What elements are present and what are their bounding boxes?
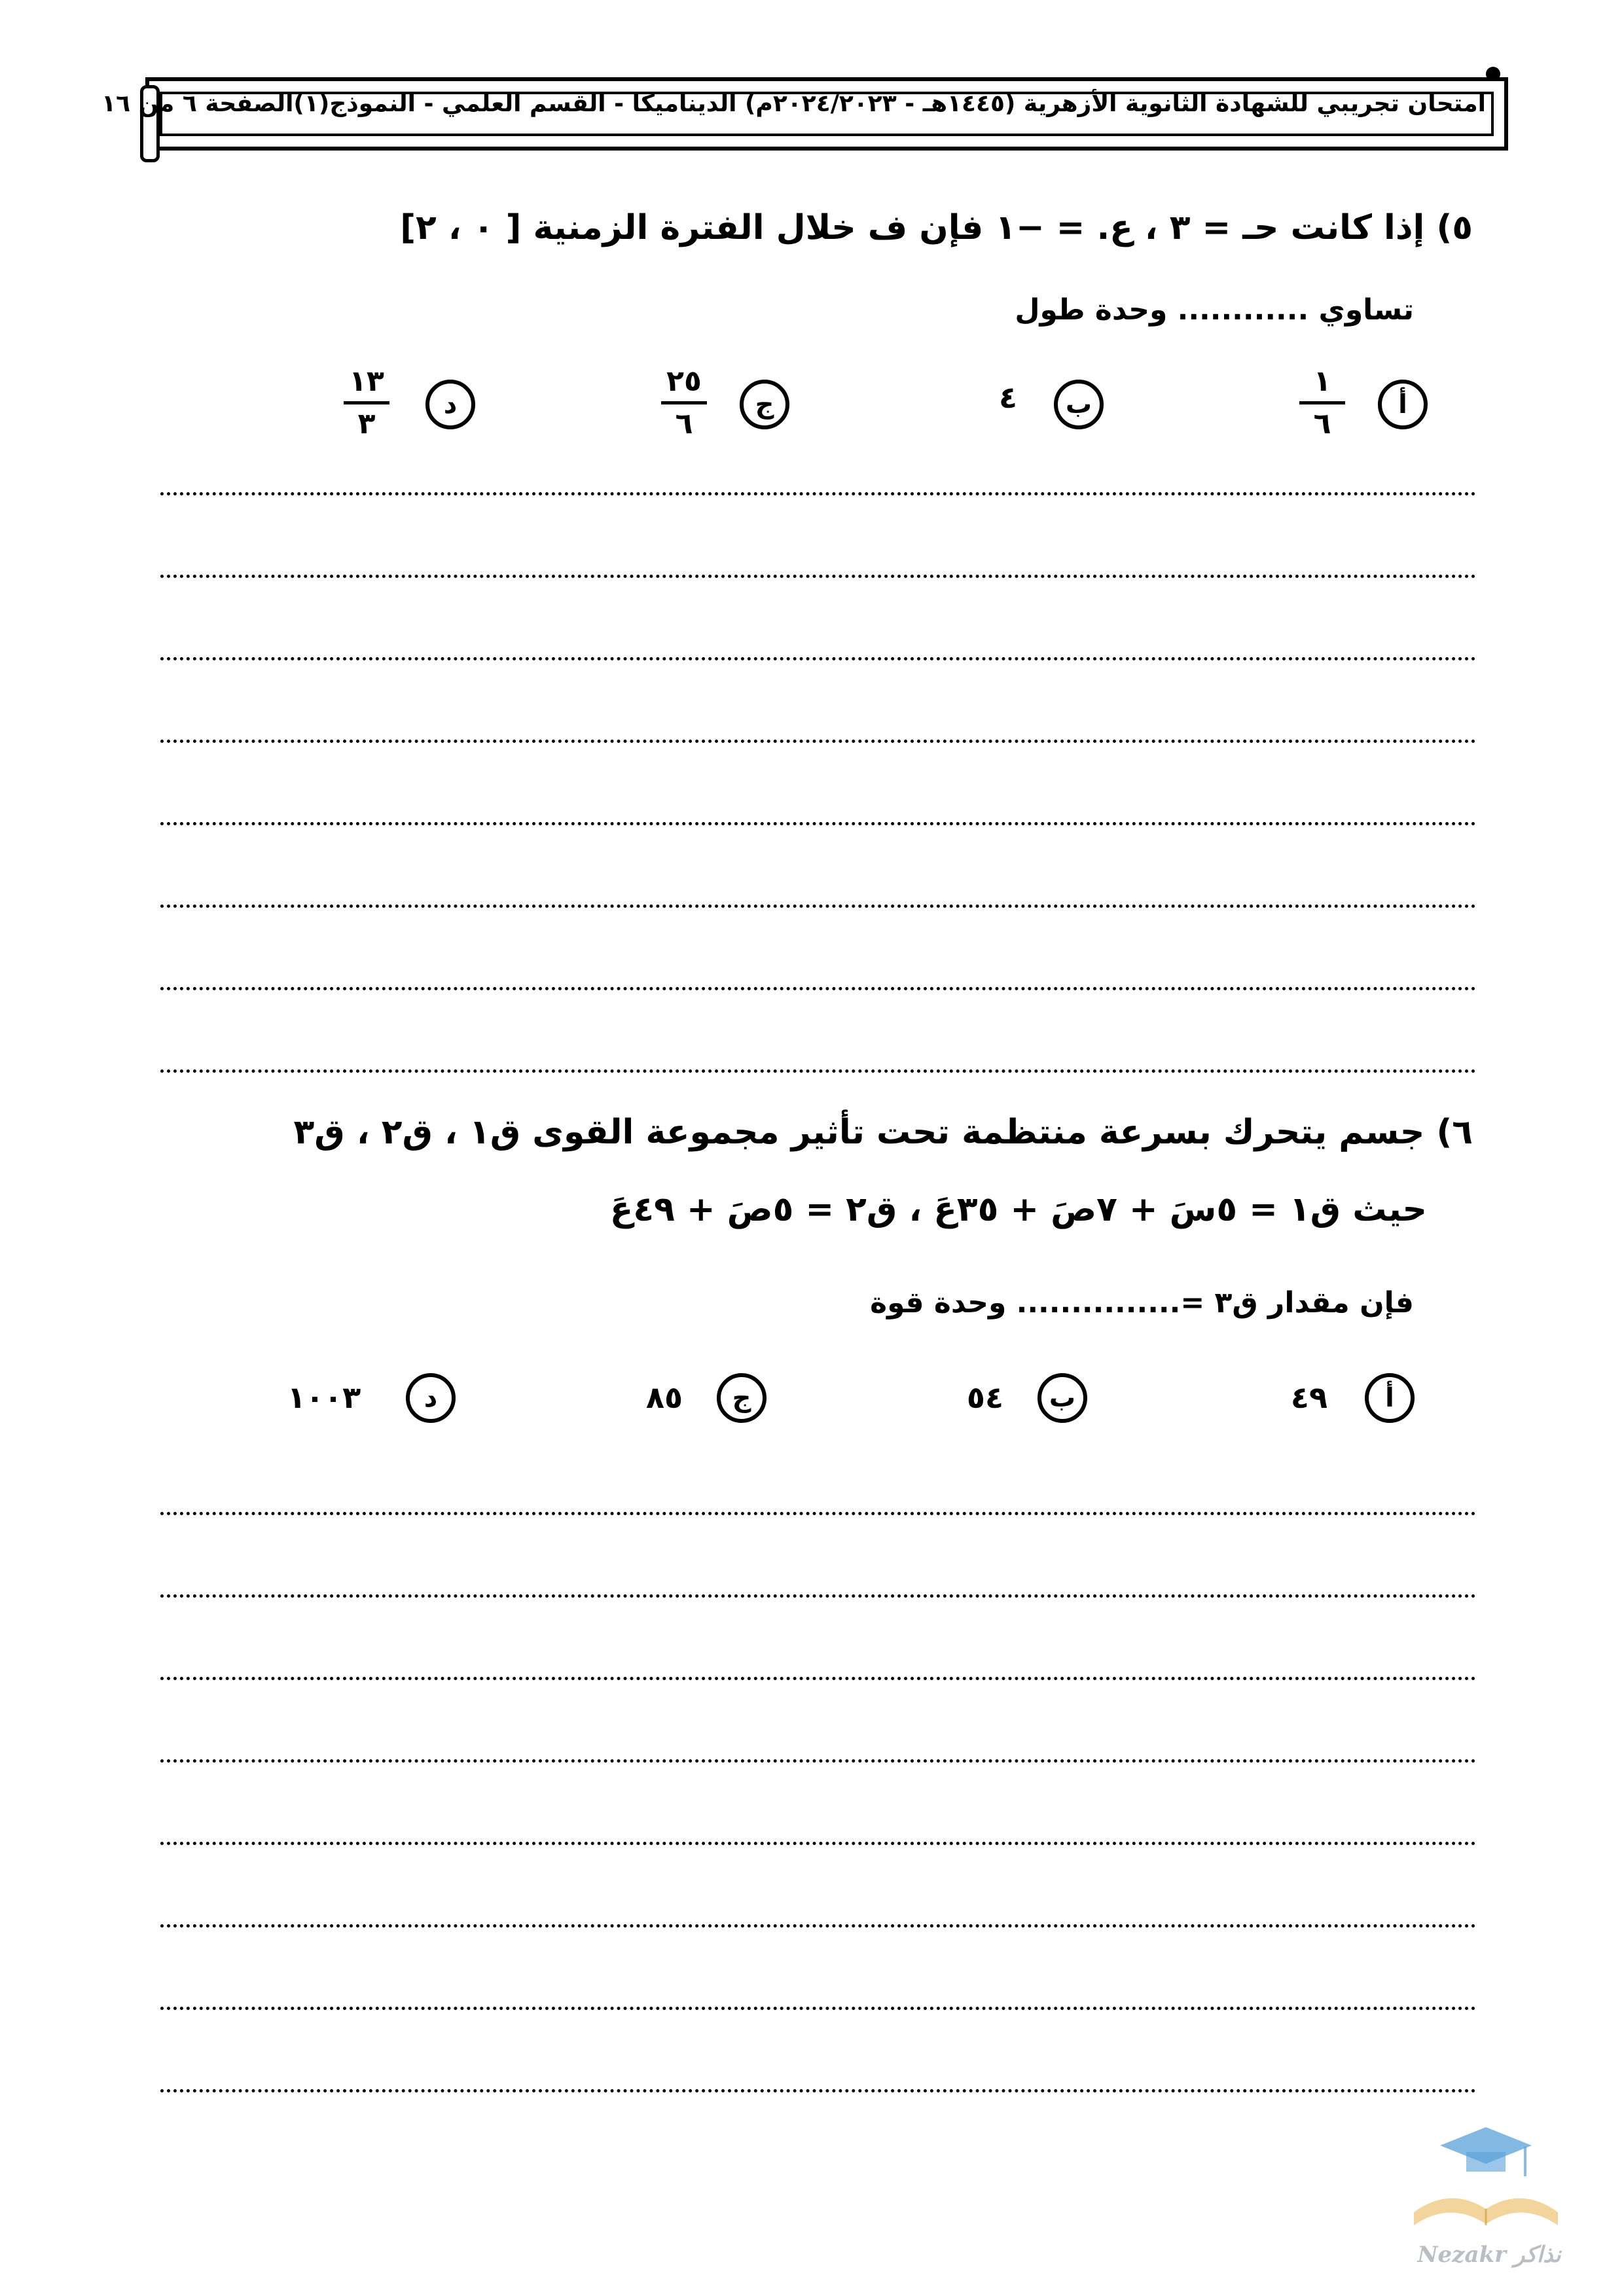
q5-option-d-value bbox=[337, 363, 396, 442]
header-text: امتحان تجريبي للشهادة الثانوية الأزهرية (١٤٤٥هـ - ٢٠٢٤/٢٠٢٣م) الديناميكا - القسم العلمي - النموذج(١)الصفحة ٦ من ١٦ bbox=[101, 90, 1486, 117]
fraction-bar bbox=[1299, 401, 1345, 404]
answer-line[interactable] bbox=[160, 2089, 1476, 2092]
answer-line[interactable] bbox=[160, 1924, 1476, 1928]
answer-line[interactable] bbox=[160, 740, 1476, 743]
q5-option-a-marker[interactable]: أ bbox=[1378, 380, 1428, 429]
answer-line[interactable] bbox=[160, 1069, 1476, 1073]
q5-option-c-marker[interactable]: ج bbox=[740, 380, 789, 429]
answer-line[interactable] bbox=[160, 1512, 1476, 1515]
q5-option-b-marker[interactable]: ب bbox=[1054, 380, 1104, 429]
answer-line[interactable] bbox=[160, 1759, 1476, 1763]
q5-option-a-value bbox=[1293, 363, 1352, 442]
answer-line[interactable] bbox=[160, 905, 1476, 908]
q5-line2: تساوي ............ وحدة طول bbox=[1015, 293, 1414, 327]
q5-option-c-value bbox=[655, 363, 713, 442]
q5-option-d-denominator: ٣ bbox=[357, 407, 376, 440]
nezakr-logo bbox=[1388, 2114, 1584, 2258]
answer-line[interactable] bbox=[160, 987, 1476, 990]
q6-option-b-marker[interactable]: ب bbox=[1038, 1373, 1087, 1423]
answer-line[interactable] bbox=[160, 1677, 1476, 1680]
q5-option-b-value: ٤ bbox=[998, 380, 1018, 415]
answer-line[interactable] bbox=[160, 492, 1476, 495]
logo-text: Nezakr نذاكر bbox=[1417, 2242, 1561, 2268]
q5-line1: ٥) إذا كانت حـ = ٣ ، ع. = −١ فإن ف خلال الفترة الزمنية [ ٠ ، ٢] bbox=[400, 208, 1473, 247]
q6-option-c-value: ٨٥ bbox=[645, 1380, 683, 1415]
q6-option-b-value: ٥٤ bbox=[966, 1380, 1004, 1415]
q6-option-a-value: ٤٩ bbox=[1290, 1380, 1328, 1415]
q6-option-c-marker[interactable]: ج bbox=[717, 1373, 767, 1423]
q6-option-a-marker[interactable]: أ bbox=[1365, 1373, 1415, 1423]
q6-option-d-value: ١٠٠٣ bbox=[287, 1380, 361, 1415]
q6-line3: فإن مقدار ق٣ =............... وحدة قوة bbox=[870, 1286, 1414, 1319]
answer-line[interactable] bbox=[160, 657, 1476, 660]
q5-option-a-denominator: ٦ bbox=[1313, 407, 1331, 440]
answer-line[interactable] bbox=[160, 575, 1476, 578]
fraction-bar bbox=[661, 401, 707, 404]
answer-line[interactable] bbox=[160, 822, 1476, 825]
q6-line2: حيث ق١ = ٥سَ + ٧صَ + ٣٥عَ ، ق٢ = ٥صَ + ٤٩عَ bbox=[609, 1190, 1427, 1229]
q5-option-c-denominator: ٦ bbox=[675, 407, 693, 440]
q5-option-d-marker[interactable]: د bbox=[425, 380, 475, 429]
q6-option-d-marker[interactable]: د bbox=[406, 1373, 456, 1423]
q5-option-d-numerator: ١٣ bbox=[349, 365, 384, 398]
answer-line[interactable] bbox=[160, 2007, 1476, 2010]
fraction-bar bbox=[344, 401, 389, 404]
answer-line[interactable] bbox=[160, 1842, 1476, 1845]
q5-option-a-numerator: ١ bbox=[1313, 365, 1331, 398]
q5-option-c-numerator: ٢٥ bbox=[666, 365, 702, 398]
answer-line[interactable] bbox=[160, 1594, 1476, 1598]
q6-line1: ٦) جسم يتحرك بسرعة منتظمة تحت تأثير مجموعة القوى ق١ ، ق٢ ، ق٣ bbox=[293, 1113, 1473, 1152]
